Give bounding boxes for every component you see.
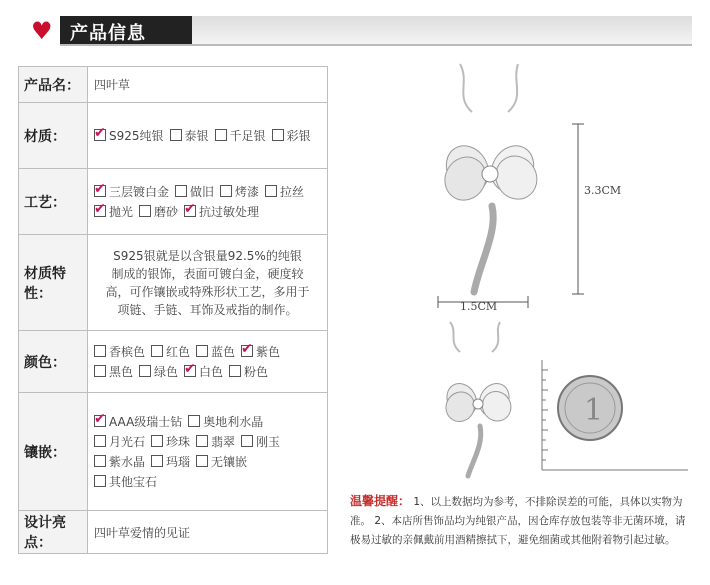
property-line: S925银就是以含银量92.5%的纯银 [113,248,302,263]
row-inlay [19,393,328,511]
property-line: 高，可作镶嵌或特殊形状工艺，多用于 [105,284,310,299]
notice-text: 1、以上数据均为参考，不排除误差的可能，具体以实物为准。 2、本店所售饰品均为纯银产品，因仓库存放包装等非无菌环境，请极易过敏的亲佩戴前用酒精擦拭下，避免细菌或其他附着物引起过敏。 [350,496,686,546]
option-item[interactable] [196,342,235,362]
option-item[interactable] [229,362,268,382]
checkbox-icon[interactable] [139,365,151,377]
option-item[interactable] [94,362,133,382]
checkbox-icon[interactable] [241,435,253,447]
option-item[interactable] [94,412,182,432]
option-item[interactable] [151,452,190,472]
heart-icon: ♥ [31,17,53,45]
checkbox-icon[interactable] [188,415,200,427]
options-color [88,331,328,393]
row-color [19,331,328,393]
option-item[interactable] [94,342,145,362]
option-item[interactable] [94,452,145,472]
option-label: 泰银 [184,128,209,143]
checkbox-icon[interactable] [229,365,241,377]
section-header [22,16,692,46]
checkbox-icon[interactable] [196,345,208,357]
clover-pendant [437,138,545,292]
option-label: 千足银 [229,128,266,143]
option-label: 黑色 [109,364,134,379]
option-label: 粉色 [244,364,269,379]
option-label: 月光石 [109,434,146,449]
height-dimension: 3.3CM [584,184,622,197]
checkbox-checked-icon[interactable] [94,129,106,141]
option-label: 香槟色 [109,344,146,359]
option-label: 白色 [199,364,224,379]
checkbox-icon[interactable] [170,129,182,141]
option-item[interactable] [220,182,259,202]
row-craft [19,169,328,235]
option-item[interactable] [94,126,164,146]
option-label: 拉丝 [280,184,305,199]
label-color: 颜色： [19,331,88,393]
option-label: 玛瑙 [166,454,191,469]
label-name: 产品名： [19,67,88,103]
option-item[interactable] [139,202,178,222]
section-title: 产品信息 [70,23,146,44]
option-item[interactable] [184,202,259,222]
row-property [19,235,328,331]
checkbox-icon[interactable] [265,185,277,197]
option-item[interactable] [241,342,280,362]
row-name [19,67,328,103]
pendant-coin-image [420,320,690,480]
checkbox-icon[interactable] [196,435,208,447]
checkbox-icon[interactable] [151,435,163,447]
warm-notice [350,492,690,550]
option-label: 紫色 [256,344,281,359]
option-label: 珍珠 [166,434,191,449]
option-label: 做旧 [190,184,215,199]
ruler-ticks [542,370,548,460]
notice-title: 温馨提醒： [350,494,411,508]
checkbox-icon[interactable] [175,185,187,197]
checkbox-icon[interactable] [151,345,163,357]
property-line: 项链、手链、耳饰及戒指的制作。 [117,302,298,317]
label-material: 材质： [19,103,88,169]
option-item[interactable] [265,182,304,202]
checkbox-icon[interactable] [196,455,208,467]
option-item[interactable] [170,126,209,146]
checkbox-icon[interactable] [94,345,106,357]
option-item[interactable] [94,202,133,222]
svg-text:1: 1 [584,393,604,428]
option-item[interactable] [196,452,247,472]
option-label: 翡翠 [211,434,236,449]
option-label: 抗过敏处理 [199,204,260,219]
checkbox-checked-icon[interactable] [184,205,196,217]
option-item[interactable] [184,362,223,382]
option-label: 三层镀白金 [109,184,170,199]
checkbox-checked-icon[interactable] [241,345,253,357]
options-craft [88,169,328,235]
value-name: 四叶草 [88,67,328,103]
header-arrow [177,16,191,44]
header-light-band [192,16,692,44]
checkbox-icon[interactable] [272,129,284,141]
checkbox-icon[interactable] [215,129,227,141]
label-property: 材质特性： [19,235,88,331]
option-label: 抛光 [109,204,134,219]
options-inlay [88,393,328,511]
option-item[interactable] [94,432,145,452]
spec-table [18,66,328,554]
checkbox-icon[interactable] [151,455,163,467]
property-description [88,235,328,331]
option-label: S925纯银 [109,128,164,143]
option-item[interactable] [215,126,266,146]
checkbox-icon[interactable] [139,205,151,217]
heart-box [22,16,56,46]
option-item[interactable] [139,362,178,382]
clover-pendant-small [441,378,517,476]
checkbox-checked-icon[interactable] [184,365,196,377]
option-label: 无镶嵌 [211,454,248,469]
option-item[interactable] [196,432,235,452]
checkbox-icon[interactable] [94,365,106,377]
option-label: AAA级瑞士钻 [109,414,183,429]
label-inlay: 镶嵌： [19,393,88,511]
option-item[interactable] [241,432,280,452]
row-design [19,511,328,554]
checkbox-icon[interactable] [94,475,106,487]
options-material [88,103,328,169]
coin-image [558,376,622,440]
option-label: 紫水晶 [109,454,146,469]
checkbox-checked-icon[interactable] [94,415,106,427]
label-craft: 工艺： [19,169,88,235]
value-design: 四叶草爱情的见证 [88,511,328,554]
checkbox-icon[interactable] [220,185,232,197]
option-item[interactable] [188,412,263,432]
option-label: 绿色 [154,364,179,379]
option-label: 蓝色 [211,344,236,359]
header-underline [60,44,692,46]
checkbox-icon[interactable] [94,455,106,467]
width-dimension: 1.5CM [460,300,498,313]
option-label: 其他宝石 [109,474,158,489]
option-label: 磨砂 [154,204,179,219]
checkbox-checked-icon[interactable] [94,185,106,197]
option-label: 彩银 [286,128,311,143]
option-item[interactable] [94,472,157,492]
option-label: 奥地利水晶 [203,414,264,429]
pendant-dimension-image [400,62,700,322]
label-design: 设计亮点： [19,511,88,554]
property-line: 制成的银饰，表面可镀白金，硬度较 [111,266,304,281]
row-material [19,103,328,169]
option-label: 刚玉 [256,434,281,449]
option-label: 烤漆 [235,184,260,199]
option-label: 红色 [166,344,191,359]
checkbox-checked-icon[interactable] [94,205,106,217]
option-item[interactable] [151,432,190,452]
checkbox-icon[interactable] [94,435,106,447]
option-item[interactable] [272,126,311,146]
